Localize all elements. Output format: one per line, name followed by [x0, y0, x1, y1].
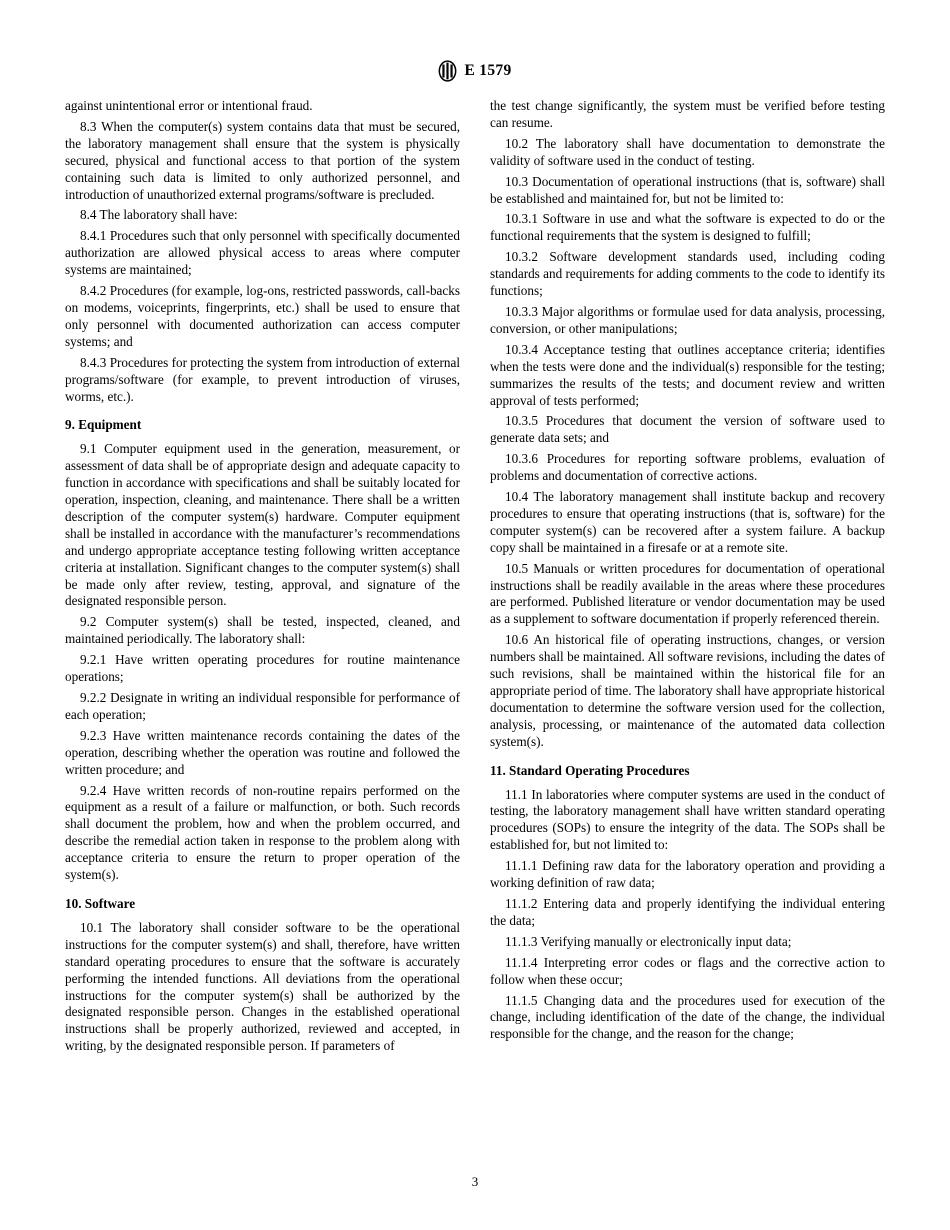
- paragraph: 8.4.1 Procedures such that only personnel with specifically documented authorization are allowed physical access to areas where computer systems are maintained;: [65, 228, 460, 278]
- paragraph: against unintentional error or intentional fraud.: [65, 98, 313, 113]
- paragraph: 10.3 Documentation of operational instructions (that is, software) shall be established and maintained for, but not be limited to:: [490, 173, 885, 206]
- paragraph: 11.1.3 Verifying manually or electronically input data;: [505, 933, 792, 949]
- paragraph: 11.1.4 Interpreting error codes or flags and the corrective action to follow when these occur;: [490, 954, 885, 987]
- paragraph: 9.2.2 Designate in writing an individual responsible for performance of each operation;: [65, 690, 460, 722]
- document-header: [50, 58, 900, 84]
- paragraph: 10.5 Manuals or written procedures for documentation of operational instructions shall be readily available in the areas where these procedures are performed. Published literature or vendor documentation may be used as a supplement to software documentation if properly referenced therein.: [490, 560, 885, 627]
- paragraph: 10.6 An historical file of operating instructions, changes, or version numbers shall be maintained. All software revisions, including the dates of such revisions, shall be maintained within the historical file for an appropriate period of time. The laboratory shall have appropriate historical documentation to determine the software version used for the collection, analysis, processing, or maintenance of the automated data collection system(s).: [490, 632, 885, 749]
- paragraph: 8.4 The laboratory shall have:: [80, 207, 238, 223]
- section-heading: 10. Software: [65, 895, 136, 911]
- paragraph: 10.3.5 Procedures that document the version of software used to generate data sets; and: [490, 413, 885, 446]
- paragraph: 10.2 The laboratory shall have documentation to demonstrate the validity of software used in the conduct of testing.: [490, 135, 885, 168]
- paragraph: 10.3.3 Major algorithms or formulae used for data analysis, processing, conversion, or other manipulations;: [490, 303, 885, 336]
- two-column-body: [50, 98, 900, 1059]
- paragraph: 10.3.6 Procedures for reporting software problems, evaluation of problems and documentation of corrective actions.: [490, 451, 885, 484]
- paragraph: 10.1 The laboratory shall consider software to be the operational instructions for the computer system(s) and shall, therefore, have written standard operating procedures to ensure that the software is accurately performing the intended functions. All deviations from the operational instructions for the computer system(s) shall be authorized by the designated responsible person. Changes in the established operational instructions shall be properly authorized, reviewed and accepted, in writing, by the designated responsible person. If parameters of: [65, 919, 460, 1054]
- section-heading: 9. Equipment: [65, 417, 142, 433]
- right-column: [490, 98, 885, 1059]
- section-heading: 11. Standard Operating Procedures: [490, 762, 690, 778]
- paragraph: 11.1.2 Entering data and properly identifying the individual entering the data;: [490, 895, 885, 928]
- paragraph: 9.2 Computer system(s) shall be tested, inspected, cleaned, and maintained periodically. The laboratory shall:: [65, 614, 460, 647]
- paragraph: the test change significantly, the system must be verified before testing can resume.: [490, 98, 885, 130]
- page-number: 3: [471, 1174, 479, 1189]
- astm-logo-icon: [438, 60, 457, 82]
- paragraph: 10.3.4 Acceptance testing that outlines acceptance criteria; identifies when the tests were done and the individual(s) responsible for the testing; summarizes the results of the tests; and document review and written approval of tests performed;: [490, 341, 885, 408]
- paragraph: 8.3 When the computer(s) system contains data that must be secured, the laboratory management shall ensure that the system is physically secured, physical and functional access to that portion of the system containing such data is limited to only authorized personnel, and introduction of unauthorized external programs/software is precluded.: [65, 118, 460, 202]
- paragraph: 9.2.4 Have written records of non-routine repairs performed on the equipment as a result of a failure or malfunction, or both. Such records shall document the problem, how and when the problem occurred, and describe the remedial action taken in response to the problem along with acceptance criteria to ensure the return to proper operation of the system(s).: [65, 782, 460, 883]
- paragraph: 11.1.5 Changing data and the procedures used for execution of the change, including identification of the date of the change, the individual responsible for the change, and the reason for the change;: [490, 992, 885, 1042]
- paragraph: 9.1 Computer equipment used in the generation, measurement, or assessment of data shall be of appropriate design and adequate capacity to function in accordance with specifications and shall be suitably located for operation, inspection, cleaning, and maintenance. There shall be a written description of the computer system(s) hardware. Computer equipment shall be installed in accordance with the manufacturer’s recommendations and undergo appropriate acceptance testing following written acceptance criteria at installation. Significant changes to the computer system(s) shall be made only after review, testing, approval, and signature of the designated responsible person.: [65, 441, 460, 609]
- paragraph: 10.3.2 Software development standards used, including coding standards and requirements for adding comments to the code to identify its functions;: [490, 249, 885, 299]
- paragraph: 8.4.3 Procedures for protecting the system from introduction of external programs/software (for example, to prevent introduction of viruses, worms, etc.).: [65, 354, 460, 404]
- document-footer: [0, 1174, 950, 1190]
- document-designation: E 1579: [464, 62, 512, 79]
- paragraph: 9.2.1 Have written operating procedures for routine maintenance operations;: [65, 652, 460, 685]
- paragraph: 8.4.2 Procedures (for example, log-ons, restricted passwords, call-backs on modems, voiceprints, fingerprints, etc.) shall be used to ensure that only personnel with documented authorization can access computer systems; and: [65, 283, 460, 349]
- left-column: [65, 98, 460, 1059]
- paragraph: 9.2.3 Have written maintenance records containing the dates of the operation, describing whether the operation was routine and followed the written procedure; and: [65, 727, 460, 777]
- paragraph: 11.1.1 Defining raw data for the laboratory operation and providing a working definition of raw data;: [490, 858, 885, 891]
- paragraph: 10.4 The laboratory management shall institute backup and recovery procedures to ensure that operating instructions (that is, software) for the computer system(s) can be recovered after a system failure. A backup copy shall be maintained in a firesafe or at a remote site.: [490, 489, 885, 555]
- paragraph: 10.3.1 Software in use and what the software is expected to do or the functional requirements that the system is designed to fulfill;: [490, 211, 885, 244]
- paragraph: 11.1 In laboratories where computer systems are used in the conduct of testing, the laboratory management shall have written standard operating procedures (SOPs) to ensure the integrity of the data. The SOPs shall be established for, but not limited to:: [490, 786, 885, 853]
